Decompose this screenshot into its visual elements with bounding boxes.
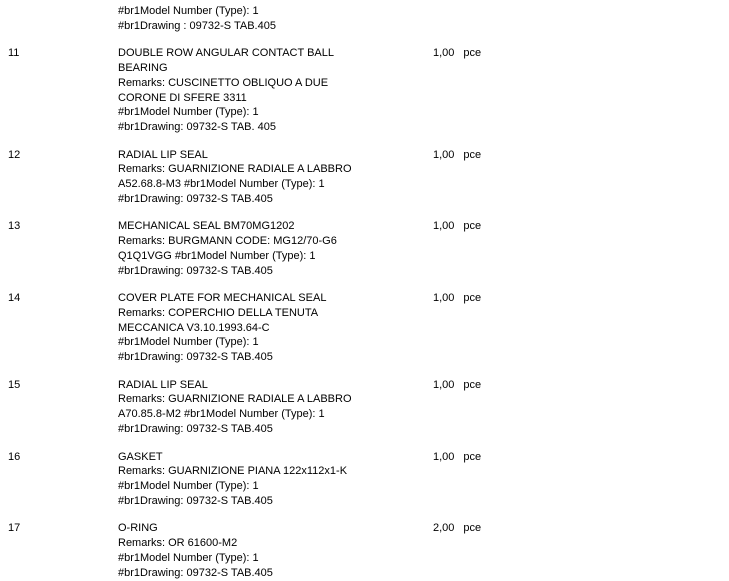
description-line: #br1Drawing: 09732-S TAB.405: [118, 264, 273, 277]
item-quantity: 1,00: [433, 378, 455, 391]
parts-list-items: [8, 46, 729, 580]
item-unit: pce: [463, 378, 482, 391]
item-quantity-cell: [433, 148, 729, 207]
item-description: [118, 219, 433, 278]
item-unit: pce: [463, 47, 482, 60]
description-line: Q1Q1VGG #br1Model Number (Type): 1: [118, 249, 316, 262]
description-line: GASKET: [118, 450, 163, 463]
item-quantity: 1,00: [433, 148, 455, 161]
parts-list-item: [8, 450, 729, 509]
item-unit: pce: [463, 220, 482, 233]
item-position: 16: [8, 450, 21, 463]
item-quantity: 1,00: [433, 450, 455, 463]
parts-list-item: [8, 291, 729, 365]
item-position: 13: [8, 220, 21, 233]
description-line: #br1Drawing: 09732-S TAB.405: [118, 566, 273, 579]
description-line: Remarks: GUARNIZIONE RADIALE A LABBRO: [118, 163, 352, 176]
item-position: 12: [8, 148, 21, 161]
description-line: A52.68.8-M3 #br1Model Number (Type): 1: [118, 178, 325, 191]
parts-list-item: [8, 148, 729, 207]
item-quantity-cell: [433, 291, 729, 365]
item-unit: pce: [463, 292, 482, 305]
item-description: [118, 378, 433, 437]
parts-list-item: [8, 521, 729, 580]
description-line: A70.85.8-M2 #br1Model Number (Type): 1: [118, 408, 325, 421]
description-line: BEARING: [118, 62, 168, 75]
continuation-lines: [118, 4, 433, 33]
item-quantity: 1,00: [433, 220, 455, 233]
continuation-quantity-spacer: [433, 4, 729, 33]
description-line: Remarks: GUARNIZIONE RADIALE A LABBRO: [118, 393, 352, 406]
item-position: 14: [8, 292, 21, 305]
item-description: [118, 46, 433, 134]
description-line: O-RING: [118, 522, 158, 535]
parts-list-item: [8, 219, 729, 278]
description-line: Remarks: COPERCHIO DELLA TENUTA: [118, 306, 319, 319]
description-line: #br1Model Number (Type): 1: [118, 336, 259, 349]
item-description: [118, 521, 433, 580]
parts-list-item: [8, 46, 729, 134]
item-quantity: 2,00: [433, 522, 455, 535]
item-position: 17: [8, 522, 21, 535]
description-line: RADIAL LIP SEAL: [118, 378, 208, 391]
item-position: 15: [8, 378, 21, 391]
item-quantity-cell: [433, 521, 729, 580]
item-quantity-cell: [433, 378, 729, 437]
item-description: [118, 148, 433, 207]
description-line: Remarks: BURGMANN CODE: MG12/70-G6: [118, 235, 337, 248]
continuation-position-spacer: [8, 4, 118, 33]
item-description: [118, 450, 433, 509]
description-line: Remarks: OR 61600-M2: [118, 537, 238, 550]
description-line: MECCANICA V3.10.1993.64-C: [118, 321, 270, 334]
description-line: #br1Drawing: 09732-S TAB.405: [118, 192, 273, 205]
description-line: #br1Drawing: 09732-S TAB.405: [118, 494, 273, 507]
description-line: Remarks: CUSCINETTO OBLIQUO A DUE: [118, 76, 329, 89]
description-line: Remarks: GUARNIZIONE PIANA 122x112x1-K: [118, 465, 348, 478]
description-line: #br1Model Number (Type): 1: [118, 479, 259, 492]
description-line: #br1Drawing: 09732-S TAB.405: [118, 422, 273, 435]
description-line: RADIAL LIP SEAL: [118, 148, 208, 161]
item-unit: pce: [463, 450, 482, 463]
continuation-line: #br1Drawing : 09732-S TAB.405: [118, 19, 276, 32]
description-line: #br1Model Number (Type): 1: [118, 106, 259, 119]
item-quantity: 1,00: [433, 47, 455, 60]
description-line: DOUBLE ROW ANGULAR CONTACT BALL: [118, 47, 334, 60]
item-unit: pce: [463, 522, 482, 535]
continuation-block: [8, 4, 729, 33]
parts-list-item: [8, 378, 729, 437]
description-line: COVER PLATE FOR MECHANICAL SEAL: [118, 292, 327, 305]
item-position: 11: [8, 47, 20, 60]
item-quantity-cell: [433, 450, 729, 509]
description-line: #br1Drawing: 09732-S TAB.405: [118, 351, 273, 364]
continuation-line: #br1Model Number (Type): 1: [118, 5, 259, 17]
description-line: #br1Model Number (Type): 1: [118, 551, 259, 564]
item-unit: pce: [463, 148, 482, 161]
item-quantity: 1,00: [433, 292, 455, 305]
item-quantity-cell: [433, 219, 729, 278]
description-line: CORONE DI SFERE 3311: [118, 91, 247, 104]
description-line: MECHANICAL SEAL BM70MG1202: [118, 220, 295, 233]
item-quantity-cell: [433, 46, 729, 134]
description-line: #br1Drawing: 09732-S TAB. 405: [118, 120, 276, 133]
item-description: [118, 291, 433, 365]
